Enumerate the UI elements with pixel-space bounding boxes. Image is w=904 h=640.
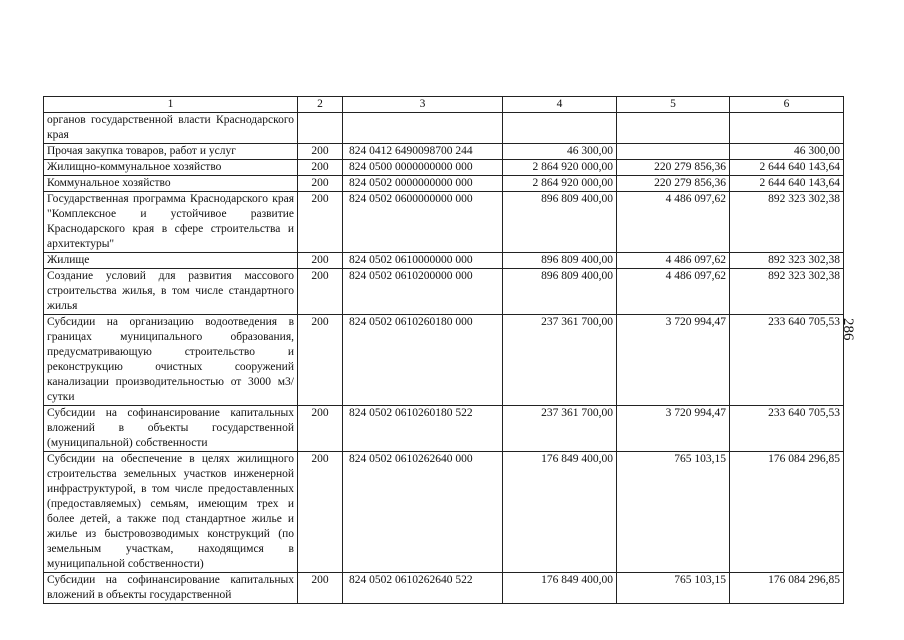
row-name: Государственная программа Краснодарского края "Комплексное и устойчивое развитие Краснодарского края в сфере строительства и архитектуры" <box>44 192 298 253</box>
table-row <box>44 192 844 253</box>
row-amount-executed: 3 720 994,47 <box>617 406 730 452</box>
row-budget-code: 824 0502 0610262640 522 <box>343 573 503 604</box>
row-name: Субсидии на софинансирование капитальных вложений в объекты государственной (муниципальной) собственности <box>44 406 298 452</box>
row-amount-remaining: 2 644 640 143,64 <box>730 160 844 176</box>
column-number-4: 4 <box>503 97 617 113</box>
row-amount-remaining: 233 640 705,53 <box>730 406 844 452</box>
row-budget-code: 824 0502 0610262640 000 <box>343 452 503 573</box>
row-budget-code: 824 0502 0000000000 000 <box>343 176 503 192</box>
table-body <box>44 97 844 604</box>
column-number-5: 5 <box>617 97 730 113</box>
row-budget-code: 824 0502 0600000000 000 <box>343 192 503 253</box>
row-amount-remaining: 2 644 640 143,64 <box>730 176 844 192</box>
row-budget-code: 824 0502 0610260180 522 <box>343 406 503 452</box>
row-name: Жилище <box>44 253 298 269</box>
row-budget-code: 824 0500 0000000000 000 <box>343 160 503 176</box>
row-amount-planned: 176 849 400,00 <box>503 573 617 604</box>
page-number: 286 <box>840 318 856 341</box>
table-row <box>44 573 844 604</box>
table-row <box>44 253 844 269</box>
row-code-2: 200 <box>298 192 343 253</box>
row-budget-code: 824 0502 0610000000 000 <box>343 253 503 269</box>
row-code-2: 200 <box>298 269 343 315</box>
row-amount-planned: 896 809 400,00 <box>503 253 617 269</box>
table-row <box>44 113 844 144</box>
row-amount-remaining: 176 084 296,85 <box>730 573 844 604</box>
table-row <box>44 144 844 160</box>
row-code-2: 200 <box>298 573 343 604</box>
row-name: Создание условий для развития массового строительства жилья, в том числе стандартного жилья <box>44 269 298 315</box>
row-amount-planned: 237 361 700,00 <box>503 315 617 406</box>
table-row <box>44 315 844 406</box>
header-row <box>44 97 844 113</box>
row-amount-planned: 176 849 400,00 <box>503 452 617 573</box>
row-amount-planned: 237 361 700,00 <box>503 406 617 452</box>
row-code-2: 200 <box>298 176 343 192</box>
table-row <box>44 160 844 176</box>
row-amount-planned: 2 864 920 000,00 <box>503 176 617 192</box>
row-amount-executed: 765 103,15 <box>617 573 730 604</box>
row-code-2: 200 <box>298 406 343 452</box>
row-name: Жилищно-коммунальное хозяйство <box>44 160 298 176</box>
row-amount-executed: 4 486 097,62 <box>617 269 730 315</box>
table-row <box>44 176 844 192</box>
table-row <box>44 406 844 452</box>
row-amount-planned: 46 300,00 <box>503 144 617 160</box>
row-amount-executed: 220 279 856,36 <box>617 160 730 176</box>
row-amount-planned: 2 864 920 000,00 <box>503 160 617 176</box>
row-amount-executed: 4 486 097,62 <box>617 253 730 269</box>
row-amount-planned <box>503 113 617 144</box>
row-amount-planned: 896 809 400,00 <box>503 269 617 315</box>
row-amount-executed: 4 486 097,62 <box>617 192 730 253</box>
row-amount-executed: 765 103,15 <box>617 452 730 573</box>
row-amount-executed <box>617 144 730 160</box>
row-amount-planned: 896 809 400,00 <box>503 192 617 253</box>
row-name: Субсидии на софинансирование капитальных вложений в объекты государственной <box>44 573 298 604</box>
row-amount-remaining: 176 084 296,85 <box>730 452 844 573</box>
row-code-2: 200 <box>298 253 343 269</box>
row-name: Субсидии на обеспечение в целях жилищного строительства земельных участков инженерной инфраструктурой, в том числе предоставленных (предоставляемых) семьям, имеющим трех и более детей, а также под стандартное жилье и жилье из быстровозводимых конструкций (по земельным участкам, находящимся в муниципальной собственности) <box>44 452 298 573</box>
row-budget-code: 824 0502 0610260180 000 <box>343 315 503 406</box>
row-name: органов государственной власти Краснодарского края <box>44 113 298 144</box>
table-row <box>44 269 844 315</box>
budget-table <box>43 96 844 604</box>
row-amount-executed: 220 279 856,36 <box>617 176 730 192</box>
row-amount-executed <box>617 113 730 144</box>
row-amount-remaining: 46 300,00 <box>730 144 844 160</box>
row-budget-code: 824 0502 0610200000 000 <box>343 269 503 315</box>
row-code-2: 200 <box>298 144 343 160</box>
column-number-1: 1 <box>44 97 298 113</box>
row-amount-remaining: 892 323 302,38 <box>730 253 844 269</box>
table-row <box>44 452 844 573</box>
row-budget-code <box>343 113 503 144</box>
row-budget-code: 824 0412 6490098700 244 <box>343 144 503 160</box>
row-code-2 <box>298 113 343 144</box>
row-code-2: 200 <box>298 452 343 573</box>
row-amount-remaining <box>730 113 844 144</box>
column-number-3: 3 <box>343 97 503 113</box>
row-name: Субсидии на организацию водоотведения в границах муниципального образования, предусматривающую строительство и реконструкцию очистных сооружений канализации производительностью от 3000 м3/сутки <box>44 315 298 406</box>
column-number-2: 2 <box>298 97 343 113</box>
row-amount-executed: 3 720 994,47 <box>617 315 730 406</box>
row-code-2: 200 <box>298 315 343 406</box>
column-number-6: 6 <box>730 97 844 113</box>
row-code-2: 200 <box>298 160 343 176</box>
row-amount-remaining: 892 323 302,38 <box>730 192 844 253</box>
row-name: Коммунальное хозяйство <box>44 176 298 192</box>
row-name: Прочая закупка товаров, работ и услуг <box>44 144 298 160</box>
row-amount-remaining: 233 640 705,53 <box>730 315 844 406</box>
row-amount-remaining: 892 323 302,38 <box>730 269 844 315</box>
